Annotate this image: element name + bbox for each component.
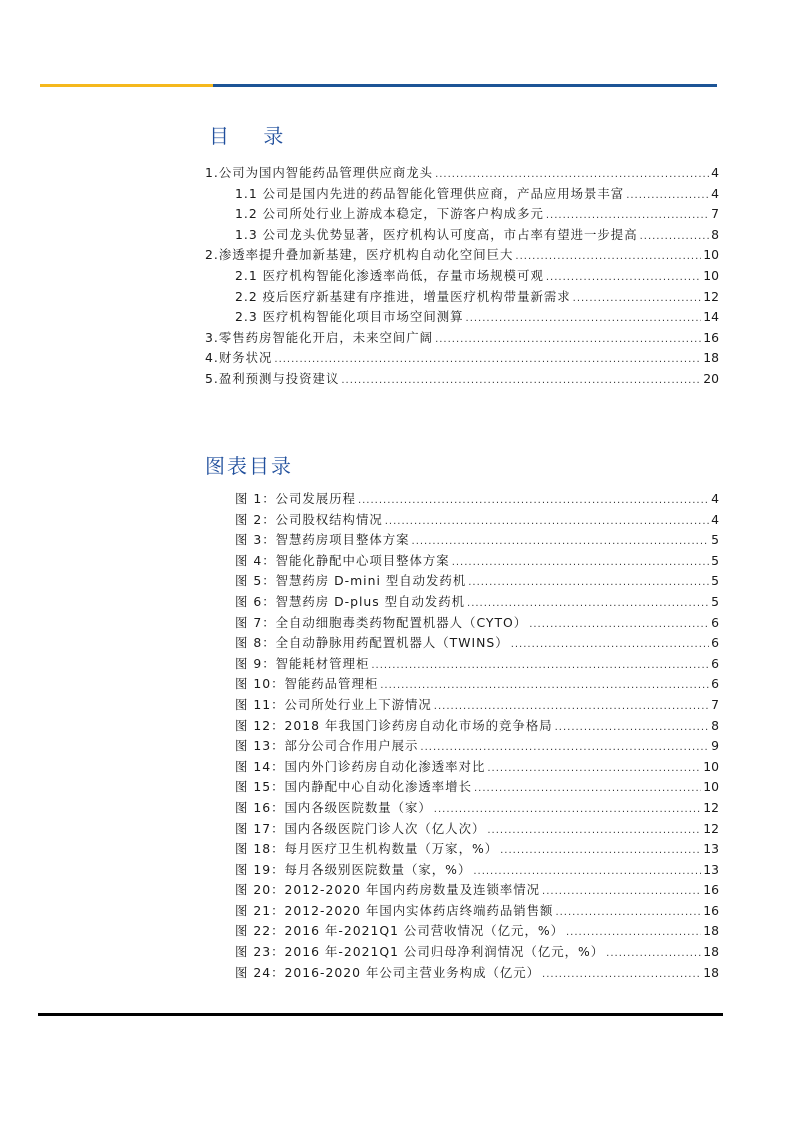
entry-title[interactable]: 图 5：智慧药房 D-mini 型自动发药机 (235, 573, 467, 589)
dot-leader (474, 779, 701, 800)
dot-leader (529, 615, 709, 636)
entry-title[interactable]: 1.1 公司是国内先进的药品智能化管理供应商，产品应用场景丰富 (235, 185, 625, 201)
figure-entry[interactable] (205, 839, 719, 860)
figure-entry[interactable] (205, 674, 719, 695)
toc-entry[interactable] (205, 287, 719, 308)
entry-title[interactable]: 2.1 医疗机构智能化渗透率尚低，存量市场规模可观 (235, 267, 544, 283)
dot-leader (371, 656, 709, 677)
dot-leader (358, 491, 709, 512)
page-number[interactable]: 5 (711, 593, 719, 609)
entry-title[interactable]: 3.零售药房智能化开启，未来空间广阔 (205, 329, 434, 345)
toc-entry[interactable] (205, 163, 719, 184)
dot-leader (434, 697, 709, 718)
dot-leader (606, 944, 701, 965)
toc-entry[interactable] (205, 225, 719, 246)
dot-leader (380, 676, 709, 697)
page-number[interactable]: 16 (703, 882, 719, 898)
entry-title[interactable]: 1.2 公司所处行业上游成本稳定，下游客户构成多元 (235, 206, 544, 222)
page-number[interactable]: 10 (703, 779, 719, 795)
page-number[interactable]: 18 (703, 964, 719, 980)
dot-leader (546, 206, 709, 227)
dot-leader (500, 841, 701, 862)
page-number[interactable]: 7 (711, 696, 719, 712)
figure-entry[interactable] (205, 798, 719, 819)
page-number[interactable]: 20 (703, 370, 719, 386)
toc-entry[interactable] (205, 204, 719, 225)
toc-entry[interactable] (205, 245, 719, 266)
page-number[interactable]: 10 (703, 267, 719, 283)
entry-title[interactable]: 图 17：国内各级医院门诊人次（亿人次） (235, 820, 486, 836)
page-number[interactable]: 18 (703, 923, 719, 939)
figure-entry[interactable] (205, 716, 719, 737)
dot-leader (341, 371, 701, 392)
entry-title[interactable]: 图 14：国内外门诊药房自动化渗透率对比 (235, 758, 486, 774)
entry-title[interactable]: 图 9：智能耗材管理柜 (235, 655, 370, 671)
page-number[interactable]: 6 (711, 676, 719, 692)
dot-leader (555, 718, 710, 739)
figure-entry[interactable] (205, 489, 719, 510)
entry-title[interactable]: 图 6：智慧药房 D-plus 型自动发药机 (235, 593, 466, 609)
dot-leader (274, 350, 701, 371)
header-rule-blue (213, 84, 717, 87)
page-number[interactable]: 4 (711, 185, 719, 201)
figure-index-heading: 图表目录 (205, 454, 293, 478)
page-number[interactable]: 8 (711, 717, 719, 733)
page-number[interactable]: 6 (711, 614, 719, 630)
figure-entry[interactable] (205, 921, 719, 942)
entry-title[interactable]: 图 15：国内静配中心自动化渗透率增长 (235, 779, 472, 795)
dot-leader (466, 309, 702, 330)
entry-title[interactable]: 图 21：2012-2020 年国内实体药店终端药品销售额 (235, 902, 554, 918)
entry-title[interactable]: 图 2：公司股权结构情况 (235, 511, 383, 527)
figure-entry[interactable] (205, 757, 719, 778)
page-number[interactable]: 4 (711, 165, 719, 180)
page-number[interactable]: 8 (711, 226, 719, 242)
table-of-contents (205, 120, 719, 390)
dot-leader (435, 330, 701, 351)
figure-index (205, 450, 719, 983)
toc-entry[interactable] (205, 184, 719, 205)
figure-entry[interactable] (205, 613, 719, 634)
page-number[interactable]: 7 (711, 206, 719, 222)
figure-entry[interactable] (205, 592, 719, 613)
page-number[interactable]: 14 (703, 309, 719, 325)
dot-leader (420, 738, 709, 759)
figure-entry[interactable] (205, 736, 719, 757)
dot-leader (542, 882, 701, 903)
toc-list (205, 163, 719, 390)
dot-leader (473, 862, 701, 883)
entry-title[interactable]: 图 24：2016-2020 年公司主营业务构成（亿元） (235, 964, 541, 980)
entry-title[interactable]: 4.财务状况 (205, 350, 273, 366)
figure-entry[interactable] (205, 777, 719, 798)
dot-leader (640, 227, 710, 248)
entry-title[interactable]: 图 1：公司发展历程 (235, 491, 356, 506)
page-number[interactable]: 9 (711, 738, 719, 754)
header-rule-yellow (40, 84, 213, 87)
dot-leader (555, 903, 701, 924)
page-number[interactable]: 5 (711, 573, 719, 589)
page-number[interactable]: 13 (703, 861, 719, 877)
entry-title[interactable]: 图 18：每月医疗卫生机构数量（万家，%） (235, 841, 499, 857)
figure-entry[interactable] (205, 654, 719, 675)
entry-title[interactable]: 图 20：2012-2020 年国内药房数量及连锁率情况 (235, 882, 541, 898)
page-number[interactable]: 12 (703, 820, 719, 836)
footer-rule (38, 1013, 723, 1016)
entry-title[interactable]: 1.公司为国内智能药品管理供应商龙头 (205, 165, 434, 180)
dot-leader (566, 923, 701, 944)
toc-entry[interactable] (205, 348, 719, 369)
page-number[interactable]: 18 (703, 350, 719, 366)
dot-leader (542, 965, 701, 986)
page-number[interactable]: 12 (703, 799, 719, 815)
entry-title[interactable]: 图 8：全自动静脉用药配置机器人（TWINS） (235, 635, 509, 651)
entry-title[interactable]: 图 23：2016 年-2021Q1 公司归母净利润情况（亿元，%） (235, 944, 605, 960)
figure-entry[interactable] (205, 633, 719, 654)
dot-leader (511, 635, 709, 656)
figure-entry[interactable] (205, 695, 719, 716)
entry-title[interactable]: 5.盈利预测与投资建议 (205, 370, 340, 386)
entry-title[interactable]: 图 16：国内各级医院数量（家） (235, 799, 432, 815)
entry-title[interactable]: 2.渗透率提升叠加新基建，医疗机构自动化空间巨大 (205, 247, 514, 263)
page-number[interactable]: 12 (703, 288, 719, 304)
entry-title[interactable]: 图 11：公司所处行业上下游情况 (235, 696, 432, 712)
entry-title[interactable]: 图 12：2018 年我国门诊药房自动化市场的竞争格局 (235, 717, 553, 733)
dot-leader (487, 759, 701, 780)
toc-entry[interactable] (205, 328, 719, 349)
entry-title[interactable]: 2.3 医疗机构智能化项目市场空间测算 (235, 309, 464, 325)
page-number[interactable]: 13 (703, 841, 719, 857)
dot-leader (546, 268, 701, 289)
page-number[interactable]: 5 (711, 532, 719, 548)
page-number[interactable]: 6 (711, 635, 719, 651)
toc-entry[interactable] (205, 307, 719, 328)
dot-leader (467, 594, 709, 615)
dot-leader (412, 532, 710, 553)
figure-entry[interactable] (205, 942, 719, 963)
entry-title[interactable]: 图 7：全自动细胞毒类药物配置机器人（CYTO） (235, 614, 528, 630)
figure-entry[interactable] (205, 571, 719, 592)
entry-title[interactable]: 图 13：部分公司合作用户展示 (235, 738, 419, 754)
dot-leader (434, 800, 701, 821)
page-number[interactable]: 16 (703, 902, 719, 918)
entry-title[interactable]: 图 19：每月各级别医院数量（家，%） (235, 861, 472, 877)
toc-heading: 目 录 (209, 124, 298, 148)
figure-list (205, 489, 719, 983)
page-number[interactable]: 5 (711, 552, 719, 568)
page-number[interactable]: 4 (711, 491, 719, 506)
figure-entry[interactable] (205, 530, 719, 551)
dot-leader (468, 573, 709, 594)
page-number[interactable]: 6 (711, 655, 719, 671)
entry-title[interactable]: 2.2 疫后医疗新基建有序推进，增量医疗机构带量新需求 (235, 288, 571, 304)
figure-entry[interactable] (205, 860, 719, 881)
toc-entry[interactable] (205, 266, 719, 287)
dot-leader (385, 512, 709, 533)
page-number[interactable]: 18 (703, 944, 719, 960)
entry-title[interactable]: 图 4：智能化静配中心项目整体方案 (235, 552, 450, 568)
figure-entry[interactable] (205, 963, 719, 984)
entry-title[interactable]: 图 10：智能药品管理柜 (235, 676, 379, 692)
toc-entry[interactable] (205, 369, 719, 390)
entry-title[interactable]: 1.3 公司龙头优势显著，医疗机构认可度高，市占率有望进一步提高 (235, 226, 638, 242)
dot-leader (435, 165, 709, 186)
dot-leader (515, 247, 701, 268)
dot-leader (452, 553, 709, 574)
dot-leader (573, 289, 702, 310)
dot-leader (626, 186, 709, 207)
figure-entry[interactable] (205, 551, 719, 572)
entry-title[interactable]: 图 22：2016 年-2021Q1 公司营收情况（亿元，%） (235, 923, 564, 939)
page-number[interactable]: 16 (703, 329, 719, 345)
figure-entry[interactable] (205, 819, 719, 840)
page-number[interactable]: 10 (703, 247, 719, 263)
entry-title[interactable]: 图 3：智慧药房项目整体方案 (235, 532, 410, 548)
figure-entry[interactable] (205, 510, 719, 531)
dot-leader (487, 821, 701, 842)
figure-entry[interactable] (205, 880, 719, 901)
figure-entry[interactable] (205, 901, 719, 922)
page-number[interactable]: 10 (703, 758, 719, 774)
page-number[interactable]: 4 (711, 511, 719, 527)
